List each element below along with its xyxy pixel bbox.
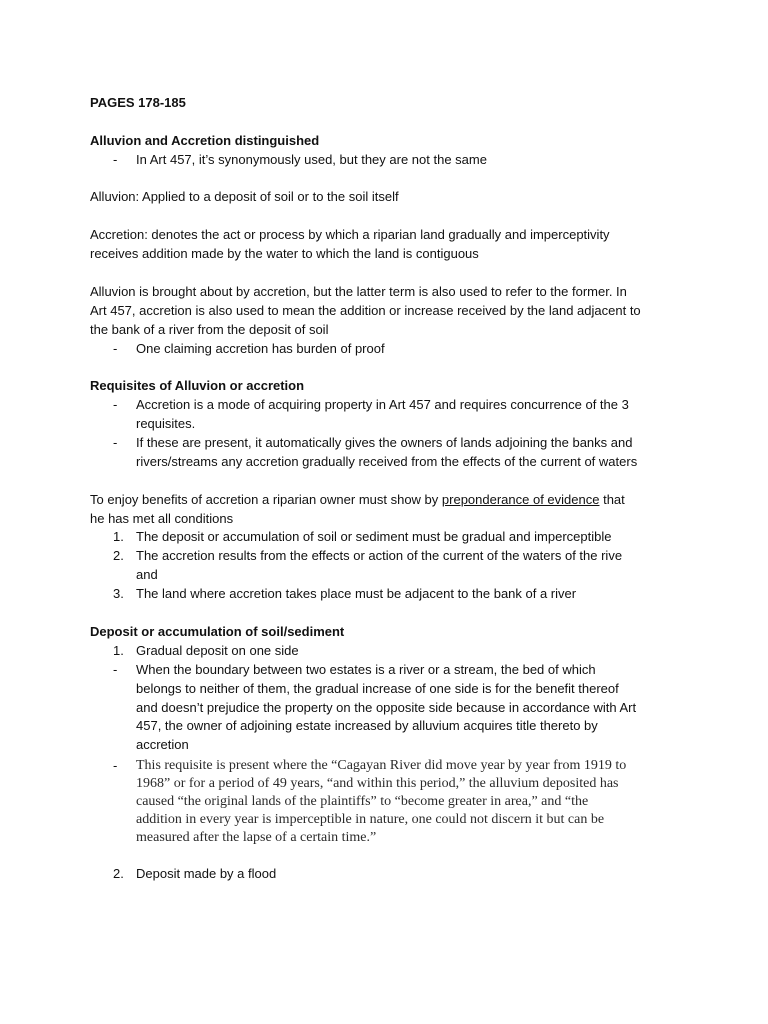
paragraph-line: Alluvion is brought about by accretion, but the latter term is also used to refer to the former. In: [90, 283, 627, 299]
blank-line: [0, 113, 768, 132]
blank-line: [0, 847, 768, 865]
bullet-text: In Art 457, it’s synonymously used, but they are not the same: [136, 151, 487, 167]
bullet-continuation: measured after the lapse of a certain time.”: [136, 830, 377, 846]
page-range-heading: PAGES 178-185: [90, 95, 186, 110]
item-text: Deposit made by a flood: [136, 866, 277, 882]
paragraph-line: receives addition made by the water to which the land is contiguous: [90, 246, 479, 262]
paragraph-line: Art 457, accretion is also used to mean the addition or increase received by the land adjacent to: [90, 302, 641, 318]
bullet-marker: -: [113, 758, 118, 774]
bullet-continuation: 1968” or for a period of 49 years, “and within this period,” the alluvium deposited has: [136, 776, 619, 792]
numbered-item: [0, 547, 768, 566]
bullet-text: If these are present, it automatically gives the owners of lands adjoining the banks and: [136, 435, 633, 451]
bullet-item: [0, 434, 768, 453]
bullet-item: [0, 396, 768, 415]
accretion-definition: [0, 226, 768, 264]
numbered-item: [0, 528, 768, 547]
section-distinguished: [0, 132, 768, 170]
item-text: The accretion results from the effects or action of the current of the waters of the rive: [136, 548, 623, 564]
bullet-text: One claiming accretion has burden of proof: [136, 340, 385, 356]
bullet-item: [0, 340, 768, 359]
section-heading: Alluvion and Accretion distinguished: [90, 132, 320, 148]
bullet-marker: -: [113, 151, 118, 167]
item-continuation: and: [136, 567, 158, 583]
paragraph-line: [0, 491, 768, 510]
bullet-continuation: rivers/streams any accretion gradually received from the effects of the current of waters: [136, 453, 638, 469]
bullet-item: [0, 661, 768, 680]
bullet-text: This requisite is present where the “Cagayan River did move year by year from 1919 to: [136, 758, 627, 774]
blank-line: [0, 358, 768, 377]
numbered-item: [0, 585, 768, 604]
quoted-excerpt: [0, 755, 768, 847]
bullet-item: [0, 151, 768, 170]
alluvion-definition: [0, 188, 768, 207]
blank-line: [0, 264, 768, 283]
underlined-phrase: preponderance of evidence: [441, 491, 600, 507]
section-deposit: [0, 623, 768, 884]
alluvion-accretion-paragraph: [0, 283, 768, 359]
item-number: 1.: [113, 529, 124, 545]
item-text: The land where accretion takes place must be adjacent to the bank of a river: [136, 586, 577, 602]
bullet-continuation: belongs to neither of them, the gradual increase of one side is for the benefit thereof: [136, 680, 619, 696]
bullet-item: [0, 757, 768, 775]
blank-line: [0, 207, 768, 226]
bullet-continuation: 457, the owner of adjoining estate increased by alluvium acquires title thereto by: [136, 718, 598, 734]
item-text: Gradual deposit on one side: [136, 642, 299, 658]
blank-line: [0, 604, 768, 623]
bullet-continuation: and doesn’t prejudice the property on the opposite side because in accordance with Art: [136, 699, 637, 715]
bullet-marker: -: [113, 340, 118, 356]
bullet-marker: -: [113, 661, 118, 677]
bullet-continuation: requisites.: [136, 416, 196, 432]
item-number: 2.: [113, 548, 124, 564]
paragraph-line: he has met all conditions: [90, 510, 234, 526]
bullet-continuation: caused “the original lands of the plaintiffs” to “become greater in area,” and “the: [136, 794, 589, 810]
section-heading: Deposit or accumulation of soil/sediment: [90, 623, 345, 639]
paragraph-line: the bank of a river from the deposit of soil: [90, 321, 329, 337]
bullet-marker: -: [113, 435, 118, 451]
bullet-text: When the boundary between two estates is a river or a stream, the bed of which: [136, 661, 596, 677]
bullet-continuation: addition in every year is imperceptible in nature, one could not discern it but can be: [136, 812, 605, 828]
bullet-marker: -: [113, 397, 118, 413]
blank-line: [0, 170, 768, 189]
section-requisites: [0, 377, 768, 471]
bullet-text: Accretion is a mode of acquiring property in Art 457 and requires concurrence of the 3: [136, 397, 629, 413]
paragraph-line: Accretion: denotes the act or process by which a riparian land gradually and imperceptivity: [90, 227, 610, 243]
item-number: 2.: [113, 866, 124, 882]
item-number: 3.: [113, 586, 124, 602]
numbered-item: [0, 865, 768, 884]
paragraph-line: Alluvion: Applied to a deposit of soil or to the soil itself: [90, 189, 399, 205]
item-text: The deposit or accumulation of soil or sediment must be gradual and imperceptible: [136, 529, 612, 545]
bullet-continuation: accretion: [136, 737, 189, 753]
item-number: 1.: [113, 642, 124, 658]
numbered-item: [0, 642, 768, 661]
section-heading: Requisites of Alluvion or accretion: [90, 378, 305, 394]
intro-text: that: [599, 491, 625, 507]
intro-text: To enjoy benefits of accretion a riparian owner must show by: [90, 491, 442, 507]
section-benefits: [0, 491, 768, 604]
blank-line: [0, 472, 768, 491]
